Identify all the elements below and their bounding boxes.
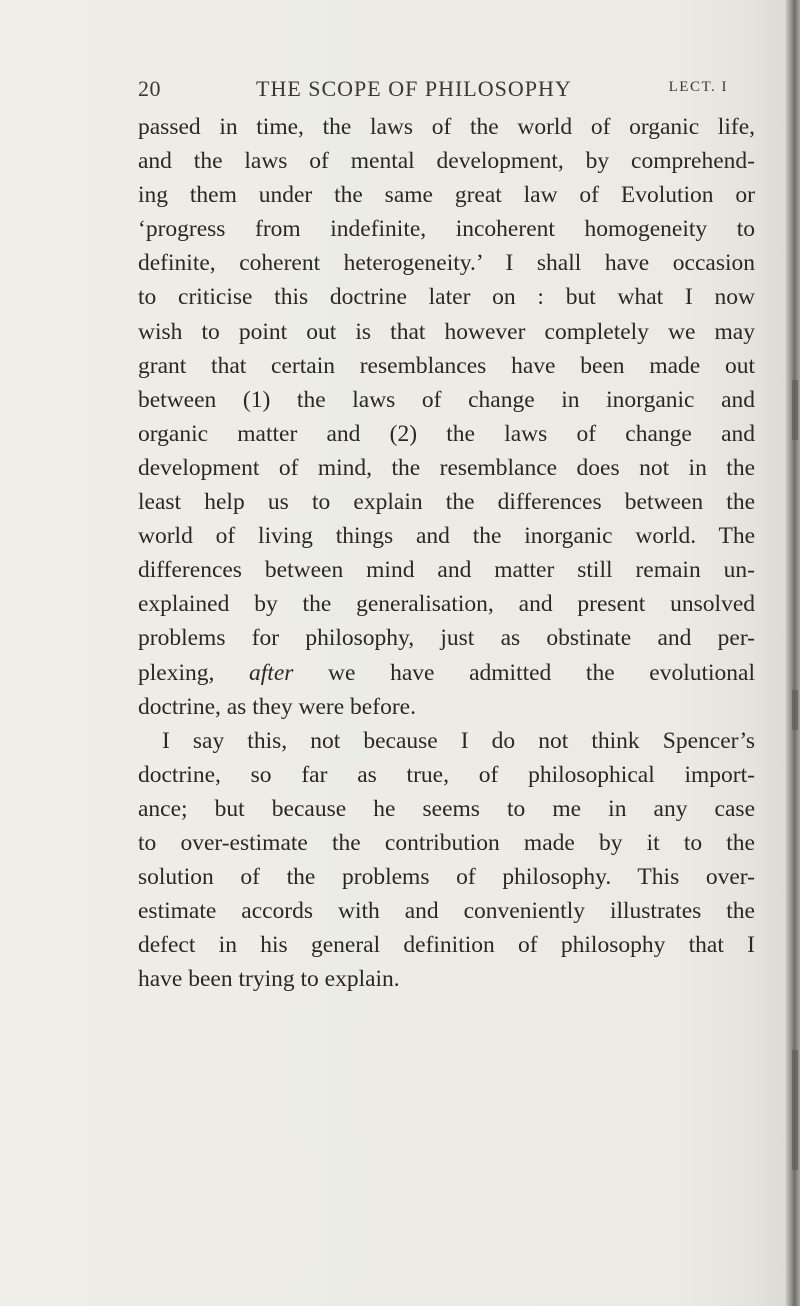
text-line: wish to point out is that however completely we may	[138, 318, 755, 345]
edge-mark	[792, 380, 798, 440]
text-line: ‘progress from indefinite, incoherent homogeneity to	[138, 216, 755, 243]
paragraph-start-line: I say this, not because I do not think Spencer’s	[162, 727, 755, 754]
edge-mark	[792, 690, 798, 730]
text-line: least help us to explain the differences between the	[138, 489, 755, 516]
line-end: we have admitted the evolutional	[328, 659, 756, 686]
text-line: doctrine, so far as true, of philosophical import-	[138, 761, 755, 788]
text-line: organic matter and (2) the laws of change and	[138, 420, 755, 447]
text-line: solution of the problems of philosophy. This over-	[138, 864, 755, 891]
lecture-label: LECT. I	[668, 79, 728, 95]
text-line: grant that certain resemblances have been made out	[138, 352, 755, 379]
line-start: plexing,	[138, 659, 215, 686]
text-line: and the laws of mental development, by comprehend-	[138, 148, 755, 175]
page-edge-shadow	[786, 0, 800, 1306]
running-title: THE SCOPE OF PHILOSOPHY	[256, 76, 572, 101]
text-line: differences between mind and matter still remain un-	[138, 557, 755, 584]
body-text	[138, 110, 755, 996]
text-line: doctrine, as they were before.	[138, 693, 416, 720]
emphasis-after: after	[249, 659, 294, 686]
text-line: to criticise this doctrine later on : but what I now	[138, 284, 755, 311]
text-line: world of living things and the inorganic world. The	[138, 523, 755, 550]
text-line: to over-estimate the contribution made by it to the	[138, 829, 755, 856]
running-head	[138, 76, 750, 104]
text-line: definite, coherent heterogeneity.’ I shall have occasion	[138, 250, 755, 277]
text-line: ing them under the same great law of Evolution or	[138, 182, 755, 209]
text-line: explained by the generalisation, and present unsolved	[138, 591, 755, 618]
text-line: have been trying to explain.	[138, 966, 400, 993]
text-line: ance; but because he seems to me in any case	[138, 795, 755, 822]
text-line: passed in time, the laws of the world of organic life,	[138, 114, 755, 140]
text-line: development of mind, the resemblance does not in the	[138, 454, 755, 481]
text-line: problems for philosophy, just as obstinate and per-	[138, 625, 755, 652]
text-line-with-emphasis	[138, 656, 755, 690]
edge-mark	[792, 1050, 798, 1170]
page-number: 20	[138, 76, 161, 101]
text-line: between (1) the laws of change in inorganic and	[138, 386, 755, 413]
text-line: estimate accords with and conveniently illustrates the	[138, 898, 755, 925]
text-line: defect in his general definition of philosophy that I	[138, 932, 755, 959]
